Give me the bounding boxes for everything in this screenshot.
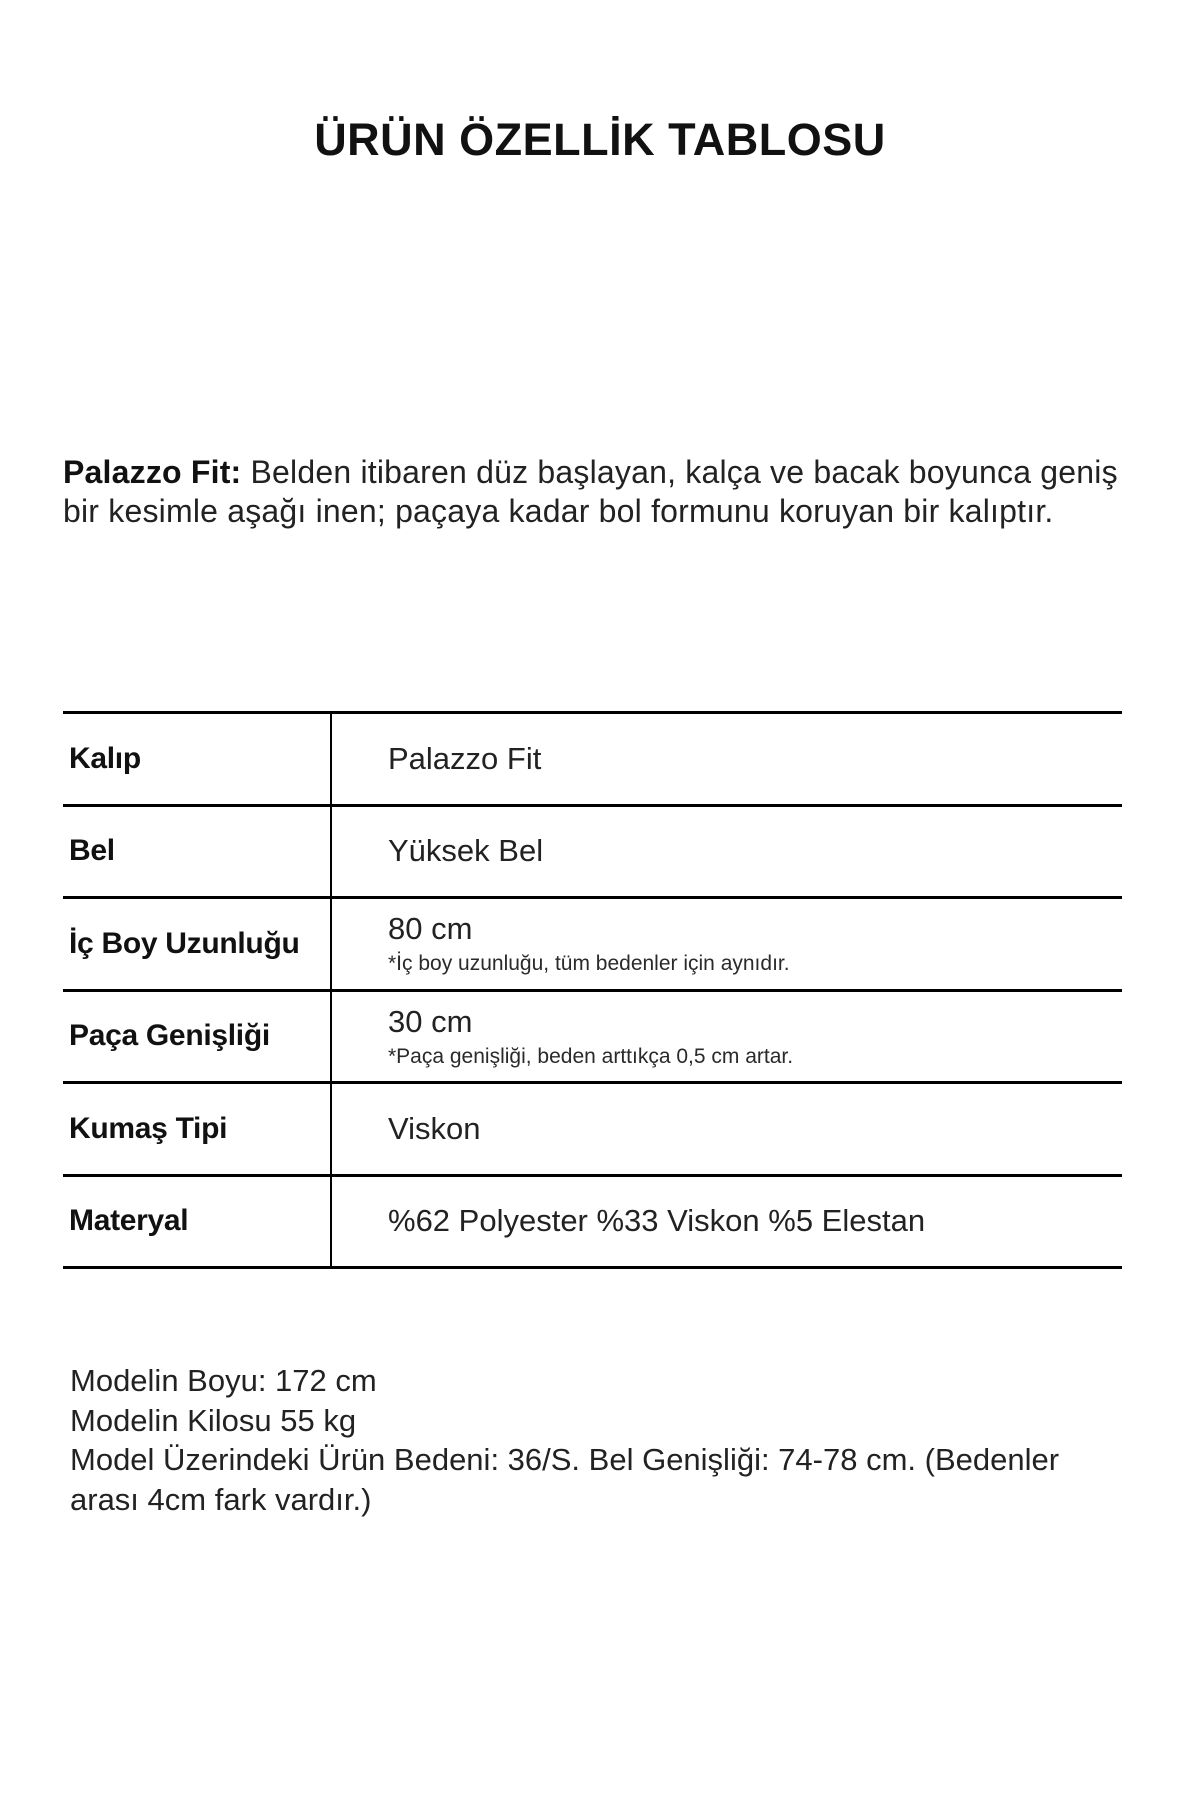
spec-label: Bel: [63, 807, 332, 897]
fit-description-label: Palazzo Fit:: [63, 454, 242, 490]
model-info: [70, 1361, 1120, 1520]
table-row: [63, 1084, 1122, 1177]
table-row: [63, 714, 1122, 807]
table-row: [63, 899, 1122, 992]
model-size-line: Model Üzerindeki Ürün Bedeni: 36/S. Bel Genişliği: 74-78 cm. (Bedenler arası 4cm fark vardır.): [70, 1442, 1060, 1518]
spec-value: [332, 899, 1122, 989]
spec-table: [63, 711, 1122, 1269]
model-height-line: Modelin Boyu: 172 cm: [70, 1363, 377, 1399]
table-row: [63, 807, 1122, 900]
fit-description-text: Belden itibaren düz başlayan, kalça ve bacak boyunca geniş bir kesimle aşağı inen; paçaya kadar bol formunu koruyan bir kalıptır.: [63, 454, 1118, 530]
spec-label: İç Boy Uzunluğu: [63, 899, 332, 989]
spec-note: *Paça genişliği, beden arttıkça 0,5 cm artar.: [388, 1044, 794, 1068]
spec-value: [332, 1084, 1122, 1174]
table-row: [63, 1177, 1122, 1270]
spec-value: [332, 807, 1122, 897]
spec-label: Kalıp: [63, 714, 332, 804]
spec-value-text: %62 Polyester %33 Viskon %5 Elestan: [388, 1203, 926, 1239]
spec-value: [332, 714, 1122, 804]
spec-value-text: Yüksek Bel: [388, 833, 544, 869]
page-title: ÜRÜN ÖZELLİK TABLOSU: [314, 114, 886, 165]
spec-value-text: 80 cm: [388, 911, 473, 947]
spec-value-text: 30 cm: [388, 1003, 473, 1039]
table-row: [63, 992, 1122, 1085]
spec-value: [332, 1177, 1122, 1267]
spec-value-text: Viskon: [388, 1110, 481, 1146]
spec-label: Materyal: [63, 1177, 332, 1267]
spec-note: *İç boy uzunluğu, tüm bedenler için aynıdır.: [388, 952, 790, 976]
model-weight-line: Modelin Kilosu 55 kg: [70, 1402, 357, 1438]
spec-label: Paça Genişliği: [63, 992, 332, 1082]
spec-value: [332, 992, 1122, 1082]
spec-label: Kumaş Tipi: [63, 1084, 332, 1174]
fit-description: [63, 453, 1127, 531]
spec-value-text: Palazzo Fit: [388, 740, 542, 776]
